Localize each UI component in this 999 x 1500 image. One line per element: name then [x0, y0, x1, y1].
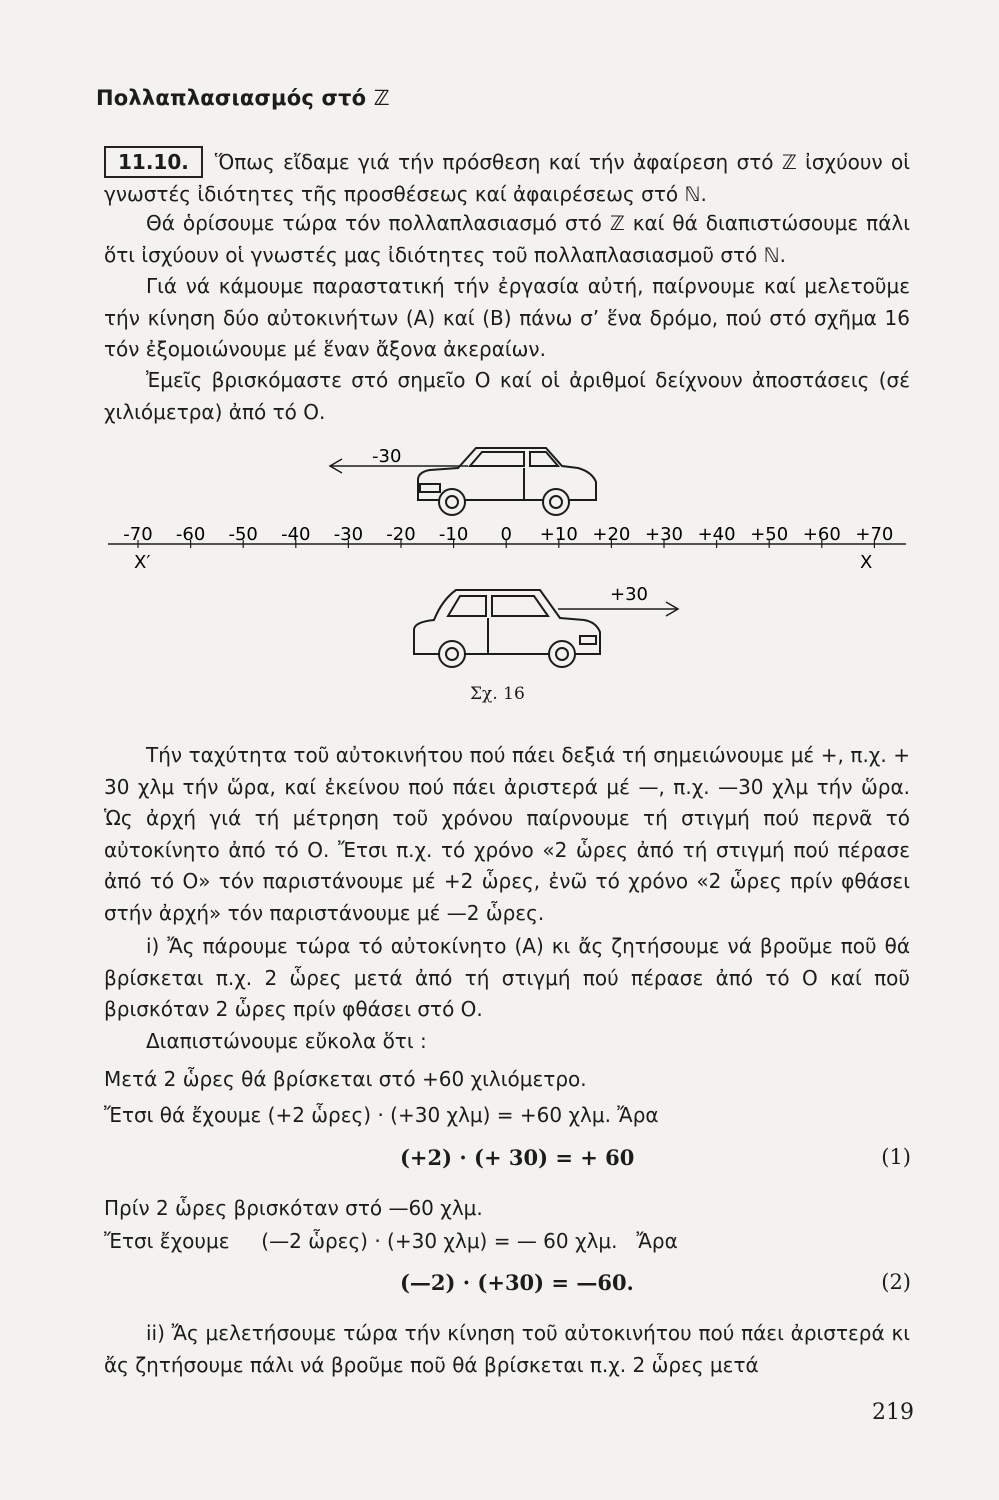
axis-tick-label: 0: [500, 524, 512, 545]
section-number: 11.10.: [104, 146, 203, 178]
axis-tick-label: +30: [645, 524, 683, 545]
figure-caption: Σχ. 16: [470, 684, 525, 704]
axis-tick-label: +70: [855, 524, 894, 545]
paragraph-observe: Διαπιστώνουμε εὔκολα ὅτι :: [146, 1029, 427, 1053]
figure-16: [0, 0, 999, 720]
axis-right-label: X: [860, 552, 873, 573]
axis-tick-label: +60: [802, 524, 841, 545]
equation-1-expression: (+2) · (+ 30) = + 60: [400, 1145, 635, 1170]
paragraph-case-ii: ii) Ἄς μελετήσουμε τώρα τήν κίνηση τοῦ αὐτοκινήτου πού πάει ἀριστερά κι ἄς ζητήσουμε πάλι νά βροῦμε ποῦ θά βρίσκεται π.χ. 2 ὧρες μετά: [104, 1321, 910, 1377]
line-product-2: Ἔτσι ἔχουμε (—2 ὧρες) · (+30 χλμ) = — 60 χλμ. Ἄρα: [104, 1229, 678, 1253]
axis-tick-label: +20: [592, 524, 631, 545]
axis-tick-label: -20: [386, 524, 416, 545]
bottom-speed-label: +30: [610, 584, 648, 605]
line-product-1: Ἔτσι θά ἔχουμε (+2 ὧρες) · (+30 χλμ) = +60 χλμ. Ἄρα: [104, 1103, 659, 1127]
paragraph-case-i: i) Ἄς πάρουμε τώρα τό αὐτοκίνητο (Α) κι ἄς ζητήσουμε νά βροῦμε ποῦ θά βρίσκεται π.χ. 2 ὧρες μετά ἀπό τή στιγμή πού πέρασε ἀπό τό Ο καί ποῦ βρισκόταν 2 ὧρες πρίν φθάσει στό Ο.: [104, 934, 910, 1021]
axis-tick-label: -30: [333, 524, 364, 545]
top-speed-label: -30: [372, 446, 402, 467]
line-after-2-hours: Μετά 2 ὧρες θά βρίσκεται στό +60 χιλιόμετρο.: [104, 1067, 587, 1091]
paragraph-define-multiplication: Θά ὁρίσουμε τώρα τόν πολλαπλασιασμό στό ℤ καί θά διαπιστώσουμε πάλι ὅτι ἰσχύουν οἱ γνωστές μας ἰδιότητες τοῦ πολλαπλασιασμοῦ στό ℕ.: [104, 211, 910, 267]
axis-tick-label: -50: [228, 524, 258, 545]
equation-1-number: (1): [881, 1145, 911, 1169]
car-b-icon: [414, 590, 600, 667]
axis-tick-label: -10: [438, 524, 469, 545]
axis-tick-label: -60: [175, 524, 206, 545]
page-number: 219: [872, 1400, 914, 1425]
section-heading: Πολλαπλασιασμός στό ℤ: [96, 86, 390, 110]
paragraph-speed-convention: Τήν ταχύτητα τοῦ αὐτοκινήτου πού πάει δεξιά τή σημειώνουμε μέ +, π.χ. + 30 χλμ τήν ὥρα, καί ἐκείνου πού πάει ἀριστερά μέ —, π.χ. —30 χλμ τήν ὥρα. Ὡς ἀρχή γιά τή μέτρηση τοῦ χρόνου παίρνουμε τή στιγμή πού περνᾶ τό αὐτοκίνητο ἀπό τό Ο. Ἔτσι π.χ. τό χρόνο «2 ὧρες ἀπό τή στιγμή πού πέρασε ἀπό τό Ο» τόν παριστάνουμε μέ +2 ὧρες, ἐνῶ τό χρόνο «2 ὧρες πρίν φθάσει στήν ἀρχή» τόν παριστάνουμε μέ —2 ὧρες.: [104, 743, 910, 925]
paragraph-two-cars: Γιά νά κάμουμε παραστατική τήν ἐργασία αὐτή, παίρνουμε καί μελετοῦμε τήν κίνηση δύο αὐτοκινήτων (Α) καί (Β) πάνω σ’ ἕνα δρόμο, πού στό σχῆμα 16 τόν ἐξομοιώνουμε μέ ἕναν ἄξονα ἀκεραίων.: [104, 274, 910, 361]
equation-2-number: (2): [881, 1270, 911, 1294]
car-a-icon: [418, 448, 596, 515]
line-before-2-hours: Πρίν 2 ὧρες βρισκόταν στό —60 χλμ.: [104, 1196, 483, 1220]
axis-left-label: X′: [134, 552, 151, 573]
equation-2-expression: (—2) · (+30) = —60.: [400, 1270, 634, 1295]
axis-tick-label: -40: [281, 524, 311, 545]
intro-text: Ὅπως εἴδαμε γιά τήν πρόσθεση καί τήν ἀφαίρεση στό ℤ ἰσχύουν οἱ γνωστές ἰδιότητες τῆς προσθέσεως καί ἀφαιρέσεως στό ℕ.: [104, 150, 910, 206]
axis-tick-labels: [123, 524, 893, 545]
axis-tick-label: +40: [697, 524, 736, 545]
axis-tick-label: +50: [750, 524, 789, 545]
axis-tick-label: +10: [539, 524, 578, 545]
paragraph-origin: Ἐμεῖς βρισκόμαστε στό σημεῖο Ο καί οἱ ἀριθμοί δείχνουν ἀποστάσεις (σέ χιλιόμετρα) ἀπό τό Ο.: [104, 368, 910, 424]
axis-tick-label: -70: [123, 524, 153, 545]
